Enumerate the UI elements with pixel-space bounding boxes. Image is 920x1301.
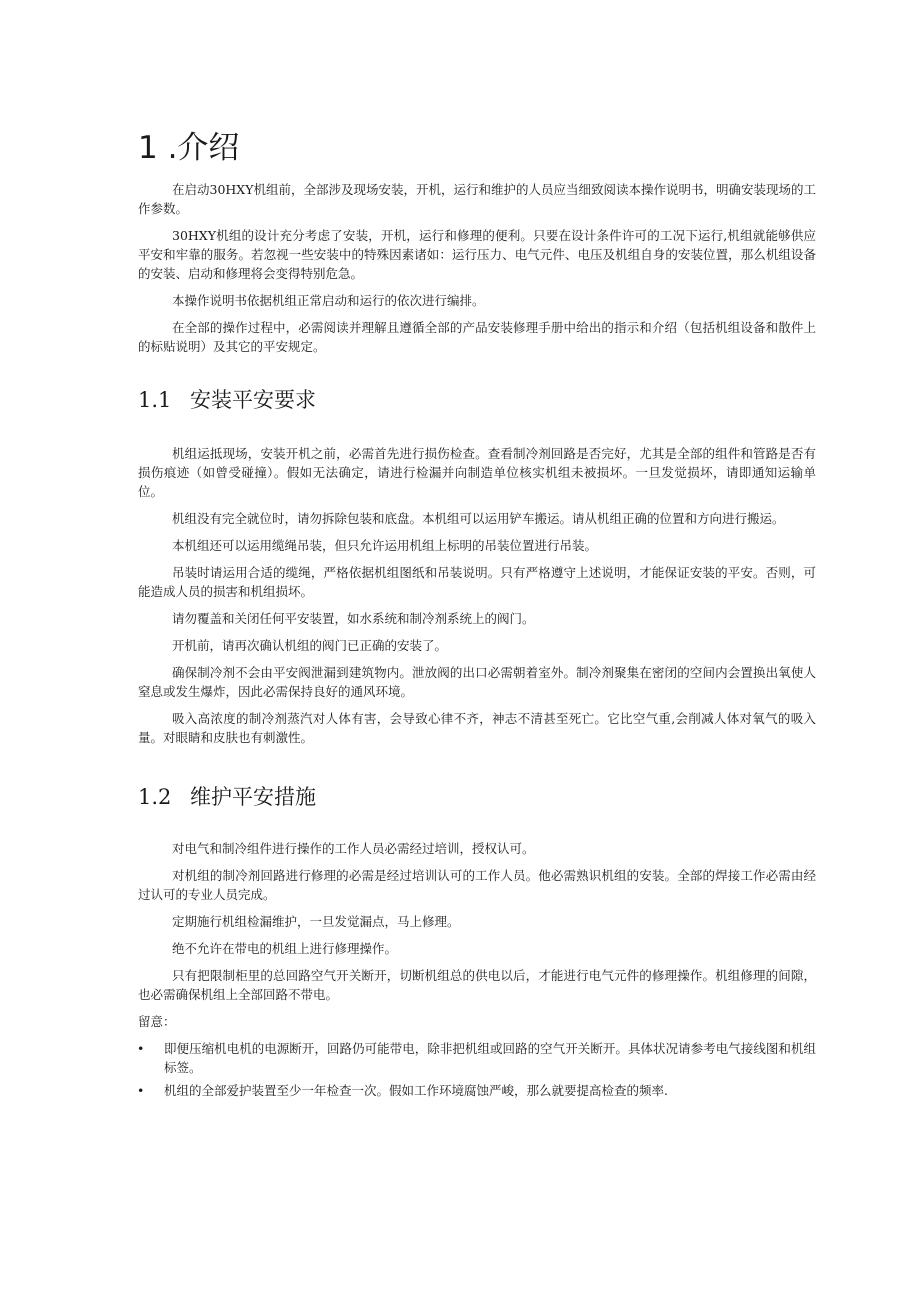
note-bullet-list xyxy=(138,1039,816,1100)
section-number: 1.1 xyxy=(138,388,172,412)
section-number: 1.2 xyxy=(138,785,172,809)
list-item-text: 机组的全部爱护装置至少一年检查一次。假如工作环境腐蚀严峻，那么就要提高检查的频率. xyxy=(164,1083,668,1098)
paragraph: 在启动30HXY机组前，全部涉及现场安装，开机，运行和维护的人员应当细致阅读本操作说明书，明确安装现场的工作参数。 xyxy=(138,182,816,216)
section-1-body xyxy=(138,180,816,356)
list-item xyxy=(138,1081,816,1100)
list-item xyxy=(138,1039,816,1077)
paragraph: 在全部的操作过程中，必需阅读并理解且遵循全部的产品安装修理手册中给出的指示和介绍（包括机组设备和散件上的标贴说明）及其它的平安规定。 xyxy=(138,320,816,354)
bullet-icon: • xyxy=(137,1083,145,1098)
paragraph: 30HXY机组的设计充分考虑了安装，开机，运行和修理的便利。只要在设计条件许可的工况下运行,机组就能够供应平安和牢靠的服务。若忽视一些安装中的特殊因素诸如：运行压力、电气元件、电压及机组自身的安装位置，那么机组设备的安装、启动和修理将会变得特别危急。 xyxy=(138,228,816,281)
paragraph: 请勿覆盖和关闭任何平安装置，如水系统和制冷剂系统上的阀门。 xyxy=(172,611,535,626)
paragraph: 对电气和制冷组件进行操作的工作人员必需经过培训，授权认可。 xyxy=(172,841,535,856)
section-1-1-body xyxy=(138,444,816,747)
paragraph: 对机组的制冷剂回路进行修理的必需是经过培训认可的工作人员。他必需熟识机组的安装。全部的焊接工作必需由经过认可的专业人员完成。 xyxy=(138,868,816,902)
list-item-text: 即便压缩机电机的电源断开，回路仍可能带电，除非把机组或回路的空气开关断开。具体状况请参考电气接线图和机组标签。 xyxy=(164,1041,816,1075)
paragraph: 确保制冷剂不会由平安阀泄漏到建筑物内。泄放阀的出口必需朝着室外。制冷剂聚集在密闭的空间内会置换出氧使人窒息或发生爆炸，因此必需保持良好的通风环境。 xyxy=(138,665,816,699)
paragraph: 本操作说明书依据机组正常启动和运行的依次进行编排。 xyxy=(172,293,485,308)
paragraph: 定期施行机组检漏维护，一旦发觉漏点，马上修理。 xyxy=(172,914,460,929)
paragraph: 开机前，请再次确认机组的阀门已正确的安装了。 xyxy=(172,638,448,653)
section-title: 安装平安要求 xyxy=(190,388,316,412)
paragraph: 绝不允许在带电的机组上进行修理操作。 xyxy=(172,941,398,956)
note-label: 留意： xyxy=(138,1014,176,1029)
paragraph: 吊装时请运用合适的缆绳，严格依据机组图纸和吊装说明。只有严格遵守上述说明，才能保证安装的平安。否则，可能造成人员的损害和机组损坏。 xyxy=(138,565,816,599)
paragraph: 只有把限制柜里的总回路空气开关断开，切断机组总的供电以后，才能进行电气元件的修理操作。机组修理的间隙，也必需确保机组上全部回路不带电。 xyxy=(138,968,816,1002)
section-1-2-heading xyxy=(138,783,816,811)
bullet-icon: • xyxy=(137,1041,145,1056)
section-1-2-body xyxy=(138,839,816,1100)
paragraph: 吸入高浓度的制冷剂蒸汽对人体有害，会导致心律不齐，神志不清甚至死亡。它比空气重,会削减人体对氧气的吸入量。对眼睛和皮肤也有刺激性。 xyxy=(138,711,816,745)
paragraph: 机组没有完全就位时，请勿拆除包装和底盘。本机组可以运用铲车搬运。请从机组正确的位置和方向进行搬运。 xyxy=(172,511,785,526)
section-1-1-heading xyxy=(138,386,816,414)
paragraph: 本机组还可以运用缆绳吊装，但只允许运用机组上标明的吊装位置进行吊装。 xyxy=(172,538,598,553)
section-title: 维护平安措施 xyxy=(190,785,316,809)
document-page xyxy=(138,128,816,1104)
paragraph: 机组运抵现场，安装开机之前，必需首先进行损伤检查。查看制冷剂回路是否完好，尤其是全部的组件和管路是否有损伤痕迹（如曾受碰撞）。假如无法确定，请进行检漏并向制造单位核实机组未被损坏。一旦发觉损坏，请即通知运输单位。 xyxy=(138,446,816,499)
section-1-title: 1 .介绍 xyxy=(138,130,240,166)
